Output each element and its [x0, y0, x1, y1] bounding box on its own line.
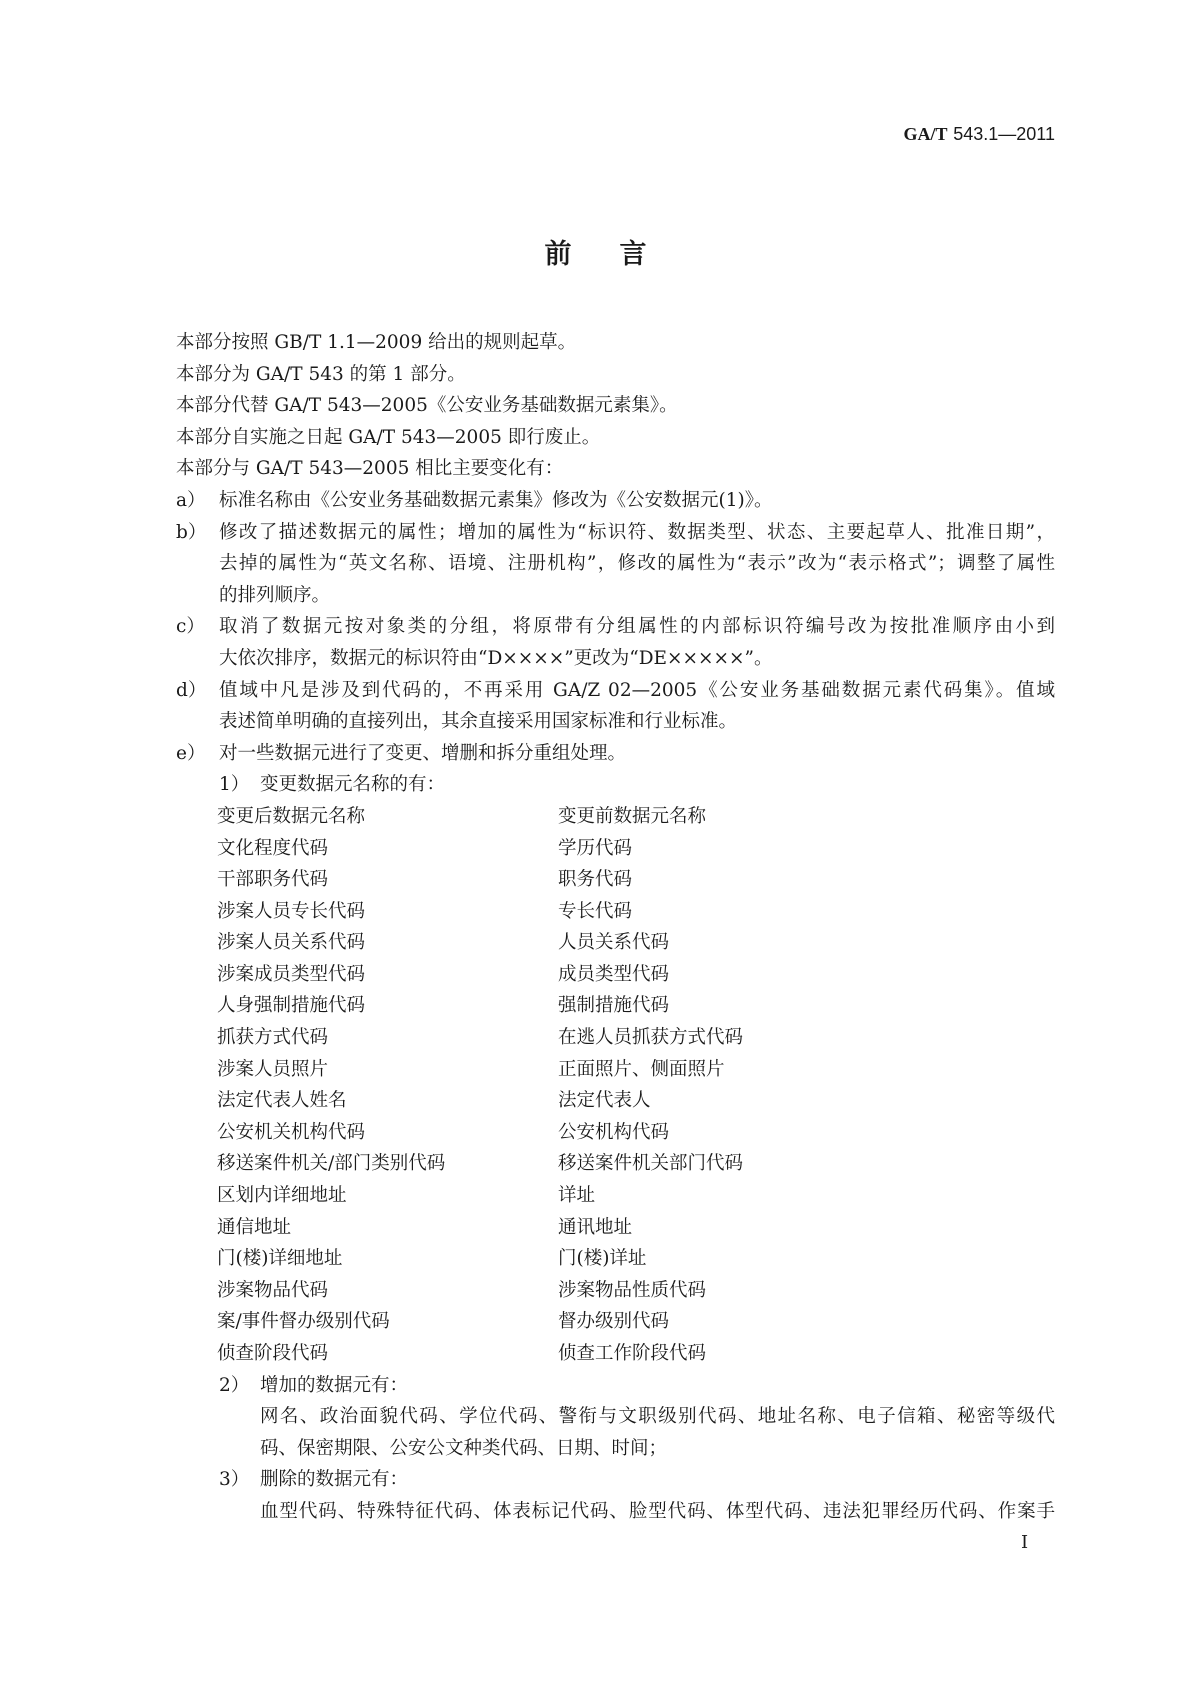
table-cell-new-name: 案/事件督办级别代码: [217, 1311, 390, 1333]
list-item-line: [176, 675, 1055, 707]
table-cell-old-name: 强制措施代码: [558, 995, 670, 1017]
list-item-line: [176, 643, 1055, 675]
paragraph-text: 本部分与 GA/T 543—2005 相比主要变化有：: [176, 458, 564, 480]
intro-line: [176, 359, 1055, 391]
table-row: [176, 1148, 1055, 1180]
sublist-item: [176, 1370, 1055, 1402]
table-cell-old-name: 职务代码: [558, 869, 633, 891]
table-cell-old-name: 通讯地址: [558, 1216, 633, 1238]
list-label: d）: [176, 679, 207, 701]
sublist-item: [176, 769, 1055, 801]
table-cell-new-name: 移送案件机关/部门类别代码: [217, 1153, 446, 1175]
list-item-line: [176, 611, 1055, 643]
intro-line: [176, 453, 1055, 485]
list-item-text: 取消了数据元按对象类的分组，将原带有分组属性的内部标识符编号改为按批准顺序由小到: [219, 616, 1055, 638]
sublist-paragraph-line: [176, 1401, 1055, 1433]
document-body: [176, 327, 1055, 1528]
list-item-text: 值域中凡是涉及到代码的，不再采用 GA/Z 02—2005《公安业务基础数据元素代码集》。值域: [219, 679, 1055, 701]
intro-line: [176, 327, 1055, 359]
table-row: [176, 927, 1055, 959]
list-label: a）: [176, 489, 206, 511]
list-item-line: [176, 706, 1055, 738]
sublist-text: 删除的数据元有：: [260, 1469, 409, 1491]
list-item-text: 修改了描述数据元的属性；增加的属性为“标识符、数据类型、状态、主要起草人、批准日期”，: [219, 521, 1055, 543]
list-item-line: [176, 548, 1055, 580]
table-row: [176, 1054, 1055, 1086]
table-cell-new-name: 涉案人员专长代码: [217, 900, 366, 922]
paragraph-text: 血型代码、特殊特征代码、体表标记代码、脸型代码、体型代码、违法犯罪经历代码、作案手: [260, 1500, 1055, 1522]
table-cell-new-name: 涉案人员照片: [217, 1058, 329, 1080]
intro-line: [176, 422, 1055, 454]
list-item-text: 大依次排序，数据元的标识符由“D××××”更改为“DE×××××”。: [219, 647, 773, 669]
table-cell-new-name: 法定代表人姓名: [217, 1090, 347, 1112]
sublist-item: [176, 1464, 1055, 1496]
table-row: [176, 1212, 1055, 1244]
paragraph-text: 本部分代替 GA/T 543—2005《公安业务基础数据元素集》。: [176, 395, 678, 417]
sublist-text: 增加的数据元有：: [260, 1374, 409, 1396]
table-row: [176, 1275, 1055, 1307]
column-header: 变更后数据元名称: [217, 805, 366, 827]
table-cell-old-name: 法定代表人: [558, 1090, 651, 1112]
table-cell-new-name: 文化程度代码: [217, 837, 329, 859]
table-row: [176, 1117, 1055, 1149]
list-item-text: 的排列顺序。: [219, 584, 331, 606]
paragraph-text: 本部分自实施之日起 GA/T 543—2005 即行废止。: [176, 426, 601, 448]
table-cell-new-name: 涉案成员类型代码: [217, 963, 366, 985]
list-item-line: [176, 738, 1055, 770]
list-item-text: 标准名称由《公安业务基础数据元素集》修改为《公安数据元(1)》。: [219, 489, 773, 511]
sublist-label: 3）: [219, 1469, 250, 1491]
list-item-line: [176, 485, 1055, 517]
paragraph-text: 本部分按照 GB/T 1.1—2009 给出的规则起草。: [176, 332, 577, 353]
table-row: [176, 1338, 1055, 1370]
table-cell-old-name: 正面照片、侧面照片: [558, 1058, 725, 1080]
table-cell-old-name: 涉案物品性质代码: [558, 1279, 707, 1301]
list-item-text: 去掉的属性为“英文名称、语境、注册机构”，修改的属性为“表示”改为“表示格式”；调整了属性: [219, 553, 1055, 575]
table-row: [176, 1022, 1055, 1054]
paragraph-text: 网名、政治面貌代码、学位代码、警衔与文职级别代码、地址名称、电子信箱、秘密等级代: [260, 1406, 1055, 1428]
table-cell-new-name: 涉案人员关系代码: [217, 932, 366, 954]
page-title: 前 言: [544, 239, 647, 270]
paragraph-text: 码、保密期限、公安公文种类代码、日期、时间；: [260, 1437, 668, 1459]
sublist-paragraph-line: [176, 1496, 1055, 1528]
table-row: [176, 1306, 1055, 1338]
table-row: [176, 1085, 1055, 1117]
table-cell-new-name: 区划内详细地址: [217, 1185, 347, 1207]
page-number: I: [1021, 1532, 1029, 1553]
list-label: c）: [176, 616, 205, 638]
table-cell-new-name: 公安机关机构代码: [217, 1121, 366, 1143]
list-item-line: [176, 517, 1055, 549]
table-cell-new-name: 抓获方式代码: [217, 1027, 329, 1049]
table-cell-old-name: 详址: [558, 1185, 596, 1207]
table-cell-old-name: 专长代码: [558, 900, 633, 922]
table-row: [176, 833, 1055, 865]
table-row: [176, 959, 1055, 991]
table-cell-old-name: 在逃人员抓获方式代码: [558, 1027, 744, 1049]
table-row: [176, 1180, 1055, 1212]
table-cell-old-name: 成员类型代码: [558, 963, 670, 985]
list-item-text: 表述简单明确的直接列出，其余直接采用国家标准和行业标准。: [219, 711, 738, 733]
table-cell-new-name: 涉案物品代码: [217, 1279, 329, 1301]
paragraph-text: 本部分为 GA/T 543 的第 1 部分。: [176, 363, 466, 385]
table-cell-new-name: 干部职务代码: [217, 869, 329, 891]
table-row: [176, 864, 1055, 896]
table-cell-new-name: 人身强制措施代码: [217, 995, 366, 1017]
list-item-line: [176, 580, 1055, 612]
column-header: 变更前数据元名称: [558, 805, 707, 827]
list-label: b）: [176, 521, 207, 543]
table-cell-old-name: 公安机构代码: [558, 1121, 670, 1143]
sublist-text: 变更数据元名称的有：: [260, 774, 446, 796]
table-cell-old-name: 督办级别代码: [558, 1311, 670, 1333]
list-label: e）: [176, 742, 206, 764]
table-cell-new-name: 侦查阶段代码: [217, 1343, 329, 1364]
list-item-text: 对一些数据元进行了变更、增删和拆分重组处理。: [219, 742, 627, 764]
table-cell-old-name: 移送案件机关部门代码: [558, 1153, 744, 1175]
table-cell-old-name: 学历代码: [558, 837, 633, 859]
table-cell-old-name: 人员关系代码: [558, 932, 670, 954]
table-cell-old-name: 侦查工作阶段代码: [558, 1343, 707, 1364]
sublist-label: 2）: [219, 1374, 250, 1396]
table-cell-old-name: 门(楼)详址: [558, 1248, 647, 1270]
table-row: [176, 990, 1055, 1022]
document-code: GA/T 543.1—2011: [903, 124, 1055, 144]
table-cell-new-name: 通信地址: [217, 1216, 292, 1238]
sublist-label: 1）: [219, 774, 250, 796]
table-row: [176, 896, 1055, 928]
table-row: [176, 1243, 1055, 1275]
sublist-paragraph-line: [176, 1433, 1055, 1465]
table-header-row: [176, 801, 1055, 833]
intro-line: [176, 390, 1055, 422]
table-cell-new-name: 门(楼)详细地址: [217, 1248, 343, 1270]
